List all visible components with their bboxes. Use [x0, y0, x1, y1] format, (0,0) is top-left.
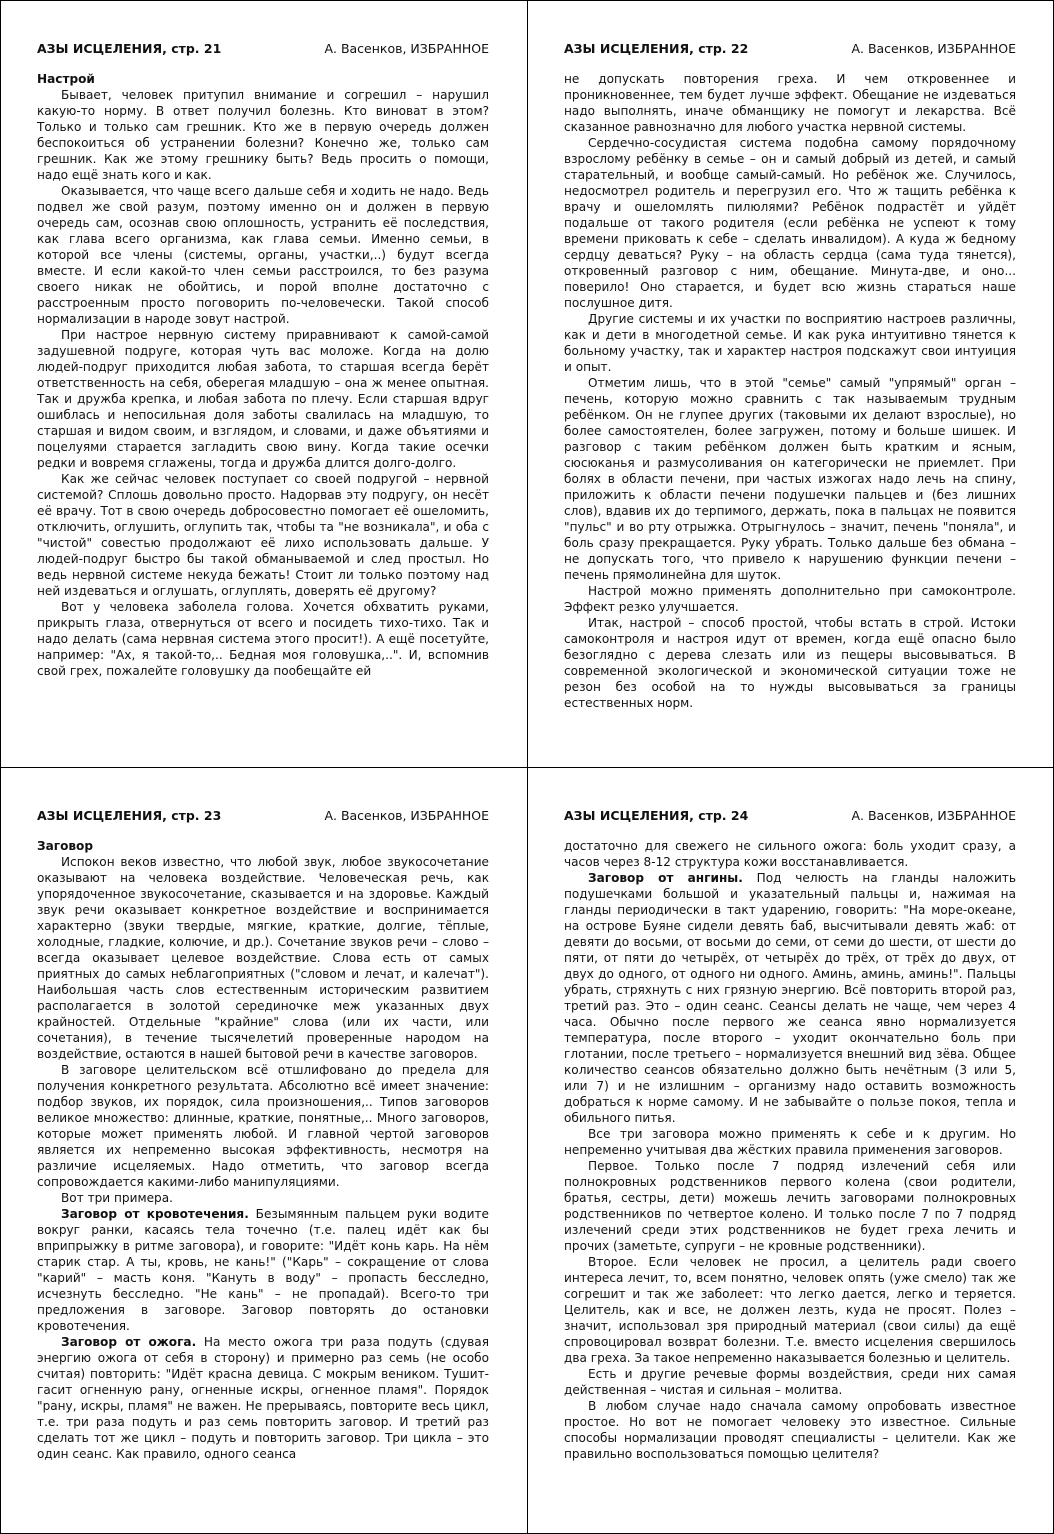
page-21 [0, 0, 528, 768]
subsection-text: Под челюсть на гланды наложить подушечками большой и указательный пальцы и, нажимая на гланды периодически в такт ударению, говорить: "На море-океане, на острове Буяне сидели девять баб, высчитывали девять жаб: от девяти до восьми, от восьми до семи, от семи до шести, от шести до пяти, от пяти до четырёх, от четырёх до трёх, от трёх до двух, от двух до одного, от одного ни одного. Аминь, аминь, аминь!". Пальцы убрать, стряхнуть с них грязную энергию. Всё повторить второй раз, третий раз. Это – один сеанс. Сеансы делать не чаще, чем через 4 часа. Обычно после первого же сеанса явно нормализуется температура, после второго – уходит окончательно боль при глотании, после третьего – нормализуется внешний вид зёва. Общее количество сеансов обязательно должно быть нечётным (3 или 5, или 7) и не излишним – организму надо оставить возможность добраться к норме самому. И не забывайте о пользе покоя, тепла и обильного питья. [564, 871, 1016, 1125]
paragraph: Сердечно-сосудистая система подобна самому порядочному взрослому ребёнку в семье – он и самый добрый из детей, и самый старательный, и вообще самый-самый. Но ребёнок же. Случилось, недосмотрел родитель и перегрузил его. Что ж тащить ребёнка к врачу и ошеломлять пилюлями? Ребёнок подрастёт и уйдёт подальше от такого родителя (если ребёнка не успеют к тому времени приковать к себе – сделать инвалидом). А куда ж бедному сердцу деваться? Руку – на область сердца (сама туда тянется), откровенный разговор с ним, обещание. Минута-две, и оно... поверило! Оно старается, и будет всю жизнь стараться наше послушное дитя. [564, 136, 1016, 310]
paragraph: Отметим лишь, что в этой "семье" самый "упрямый" орган – печень, которую можно сравнить с так называемым трудным ребёнком. Он не глупее других (таковыми их делают взрослые), но более самостоятелен, более загружен, потому и больше шишек. И разговор с таким ребёнком должен быть кратким и ясным, сюсюканья и размусоливания он категорически не приемлет. При болях в области печени, при частых изжогах надо лечь на спину, приложить к области печени подушечки пальцев и (без лишних слов), вдавив их до терпимого, держать, пока в пальцах не появится "пульс" и во рту отрыжка. Отрыгнулось – значит, печень "поняла", и боль сразу прекращается. Руку убрать. Только дальше без обмана – не допускать того, что привело к нарушению функции печени – печень прямолинейна для шуток. [564, 376, 1016, 582]
paragraph-angina [564, 870, 1016, 1126]
paragraph: Вот три примера. [61, 1191, 173, 1205]
section-title: Заговор [37, 839, 93, 853]
paragraph-bleeding [37, 1206, 489, 1334]
page-body [37, 838, 489, 1462]
paragraph: Настрой можно применять дополнительно при самоконтроле. Эффект резко улучшается. [564, 584, 1016, 614]
page-body [37, 71, 489, 679]
subsection-text: Безымянным пальцем руки водите вокруг ранки, касаясь тела точечно (т.е. палец идёт как бы вприпрыжку в ритме заговора), и говорите: "Идёт конь карь. На нём старик стар. А ты, кровь, не кань!" ("Карь" – сокращение от слова "карий" – масть коня. "Кануть в воду" – пропасть бесследно, исчезнуть бесследно. "Не кань" – не пропадай). Всего-то три предложения в заговоре. Заговор повторять до остановки кровотечения. [37, 1207, 489, 1333]
page-body [564, 71, 1016, 711]
paragraph: Есть и другие речевые формы воздействия, среди них самая действенная – чистая и сильная – молитва. [564, 1367, 1016, 1397]
page-header-title: АЗЫ ИСЦЕЛЕНИЯ, стр. 22 [564, 41, 749, 56]
paragraph-continued: достаточно для свежего не сильного ожога: боль уходит сразу, а часов через 8-12 структура кожи восстанавливается. [564, 839, 1016, 869]
subsection-text: На место ожога три раза подуть (сдувая энергию ожога от себя в сторону) и примерно раз семь (не особо считая) повторить: "Идёт красна девица. С мокрым веником. Тушит-гасит огненную рану, огненные искры, огненное пламя". Порядок "рану, искры, пламя" не важен. Не прерываясь, повторите весь цикл, т.е. три раза подуть и раз семь повторить заговор. И третий раз сделать тот же цикл – подуть и повторить заговор. Три цикла – это один сеанс. Как правило, одного сеанса [37, 1335, 489, 1461]
subsection-title: Заговор от ангины. [588, 871, 743, 885]
page-header [37, 41, 489, 57]
paragraph: Вот у человека заболела голова. Хочется обхватить руками, прикрыть глаза, отвернуться от всего и посидеть тихо-тихо. Так и надо делать (сама нервная система этого просит!). А ещё посетуйте, например: "Ах, я такой-то,.. Бедная моя головушка,..". И, вспомнив свой грех, пожалейте головушку да пообещайте ей [37, 600, 489, 678]
page-header-author: А. Васенков, ИЗБРАННОЕ [324, 808, 489, 823]
page-24 [527, 767, 1054, 1534]
page-header-author: А. Васенков, ИЗБРАННОЕ [324, 41, 489, 56]
paragraph: Все три заговора можно применять к себе и к другим. Но непременно учитывая два жёстких правила применения заговоров. [564, 1127, 1016, 1157]
paragraph: В заговоре целительском всё отшлифовано до предела для получения конкретного результата. Абсолютно всё имеет значение: подбор звуков, их порядок, сила произношения,.. Типов заговоров великое множество: длинные, краткие, понятные,.. Много заговоров, которые может применять любой. И главной чертой заговоров является их непременно высокая эффективность, несмотря на различие исцеляемых. Надо отметить, что заговор всегда сопровождается какими-либо манипуляциями. [37, 1063, 489, 1189]
page-header [37, 808, 489, 824]
paragraph: Второе. Если человек не просил, а целитель ради своего интереса лечит, то, всем понятно, человек опять (уже смело) так же согрешит и так же заболеет: что легко дается, легко и теряется. Целитель, как и все, не должен лезть, куда не просят. Полез – значит, использовал зря природный материал (свои силы) да ещё спровоцировал возврат болезни. Т.е. вместо исцеления свершилось два греха. За такое непременно наказывается болезнью и целитель. [564, 1255, 1016, 1365]
page-header-title: АЗЫ ИСЦЕЛЕНИЯ, стр. 24 [564, 808, 749, 823]
page-header-title: АЗЫ ИСЦЕЛЕНИЯ, стр. 21 [37, 41, 222, 56]
page-header-author: А. Васенков, ИЗБРАННОЕ [851, 808, 1016, 823]
paragraph-continued: не допускать повторения греха. И чем откровеннее и проникновеннее, тем будет лучше эффект. Обещание не издеваться надо выполнять, иначе обманщику не помогут и лекарства. Всё сказанное равнозначно для любого участка нервной системы. [564, 72, 1016, 134]
paragraph: Первое. Только после 7 подряд излечений себя или полнокровных родственников первого колена (свои родители, братья, сестры, дети) можешь лечить заговорами полнокровных родственников по четвертое колено. И только после 7 по 7 подряд излечений среди этих родственников не будет греха лечить и прочих (заметьте, супруги – не кровные родственники). [564, 1159, 1016, 1253]
paragraph: Другие системы и их участки по восприятию настроев различны, как и дети в многодетной семье. И как рука интуитивно тянется к больному участку, так и характер настроя подскажут свои интуиция и опыт. [564, 312, 1016, 374]
paragraph: Испокон веков известно, что любой звук, любое звукосочетание оказывают на человека воздействие. Человеческая речь, как упорядоченное звукосочетание, сказывается и на здоровье. Каждый звук речи оказывает конкретное воздействие и воспринимается характерно (звуки твердые, мягкие, краткие, долгие, тёплые, холодные, гладкие, колючие, и др.). Сочетание звуков речи – слово – всегда оказывает целевое воздействие. Слова есть от самых приятных до самых неблагоприятных ("словом и лечат, и калечат"). Наибольшая часть слов естественным историческим развитием располагается в золотой серединочке меж указанных двух крайностей. Отдельные "крайние" слова (или их части, или сочетания), в течение тысячелетий проверенные народом на воздействие, остаются в нашей бытовой речи в качестве заговоров. [37, 855, 489, 1061]
page-header [564, 808, 1016, 824]
paragraph: Бывает, человек притупил внимание и согрешил – нарушил какую-то норму. В ответ получил болезнь. Кто виноват в этом? Только и только сам грешник. Кто же в первую очередь должен беспокоиться об устранении болезни? Конечно же, только сам грешник. Как же этому грешнику быть? Ведь просить о помощи, надо ещё знать кого и как. [37, 88, 489, 182]
page-header [564, 41, 1016, 57]
page-body [564, 838, 1016, 1462]
page-header-title: АЗЫ ИСЦЕЛЕНИЯ, стр. 23 [37, 808, 222, 823]
page-22 [527, 0, 1054, 768]
paragraph: Оказывается, что чаще всего дальше себя и ходить не надо. Ведь подвел же свой разум, поэтому именно он и должен в первую очередь сам, осознав свою оплошность, устранить её последствия, как глава всего организма, как глава семьи. Именно семьи, в которой все члены (системы, органы, участки,..) будут всегда вместе. И если какой-то член семьи расстроился, то без разума своего никак не обойтись, и порой вполне достаточно с расстроенным просто поговорить по-человечески. Такой способ нормализации в народе зовут настрой. [37, 184, 489, 326]
paragraph: При настрое нервную систему приравнивают к самой-самой задушевной подруге, которая чуть вас моложе. Когда на долю людей-подруг приходится любая забота, то старшая всегда берёт ответственность на себя, оберегая младшую – она ж менее опытная. Так и дружба крепка, и любая забота по плечу. Если старшая вдруг ошиблась и непосильная доля заботы свалилась на младшую, то старшая и видом своим, и взглядом, и словами, и даже объятиями и поцелуями старается загладить свою вину. Когда такие осечки редки и вовремя сглажены, тогда и дружба длится долго-долго. [37, 328, 489, 470]
paragraph-burn [37, 1334, 489, 1462]
paragraph: В любом случае надо сначала самому опробовать известное простое. Но вот не помогает человеку это известное. Сильные способы нормализации проводят специалисты – целители. Как же правильно воспользоваться помощью целителя? [564, 1399, 1016, 1461]
paragraph: Как же сейчас человек поступает со своей подругой – нервной системой? Сплошь довольно просто. Надорвав эту подругу, он несёт её врачу. Тот в свою очередь добросовестно помогает её ошеломить, отключить, оглушить, оглупить так, чтобы та "не возникала", и оба с "чистой" совестью продолжают её лихо использовать дальше. У людей-подруг быстро бы такой обманываемой и след простыл. Но ведь нервной системе некуда бежать! Стоит ли только поэтому над ней издеваться и оглушать, оглуплять, доверять её другому? [37, 472, 489, 598]
page-23 [0, 767, 528, 1534]
page-header-author: А. Васенков, ИЗБРАННОЕ [851, 41, 1016, 56]
section-title: Настрой [37, 72, 95, 86]
subsection-title: Заговор от ожога. [61, 1335, 197, 1349]
subsection-title: Заговор от кровотечения. [61, 1207, 249, 1221]
paragraph: Итак, настрой – способ простой, чтобы встать в строй. Истоки самоконтроля и настроя идут от времен, когда ещё опасно было безоглядно с дерева слезать или из пещеры высовываться. В современной экологической и экономической ситуации тоже не резон без особой на то нужды высовываться за границы естественных норм. [564, 616, 1016, 710]
